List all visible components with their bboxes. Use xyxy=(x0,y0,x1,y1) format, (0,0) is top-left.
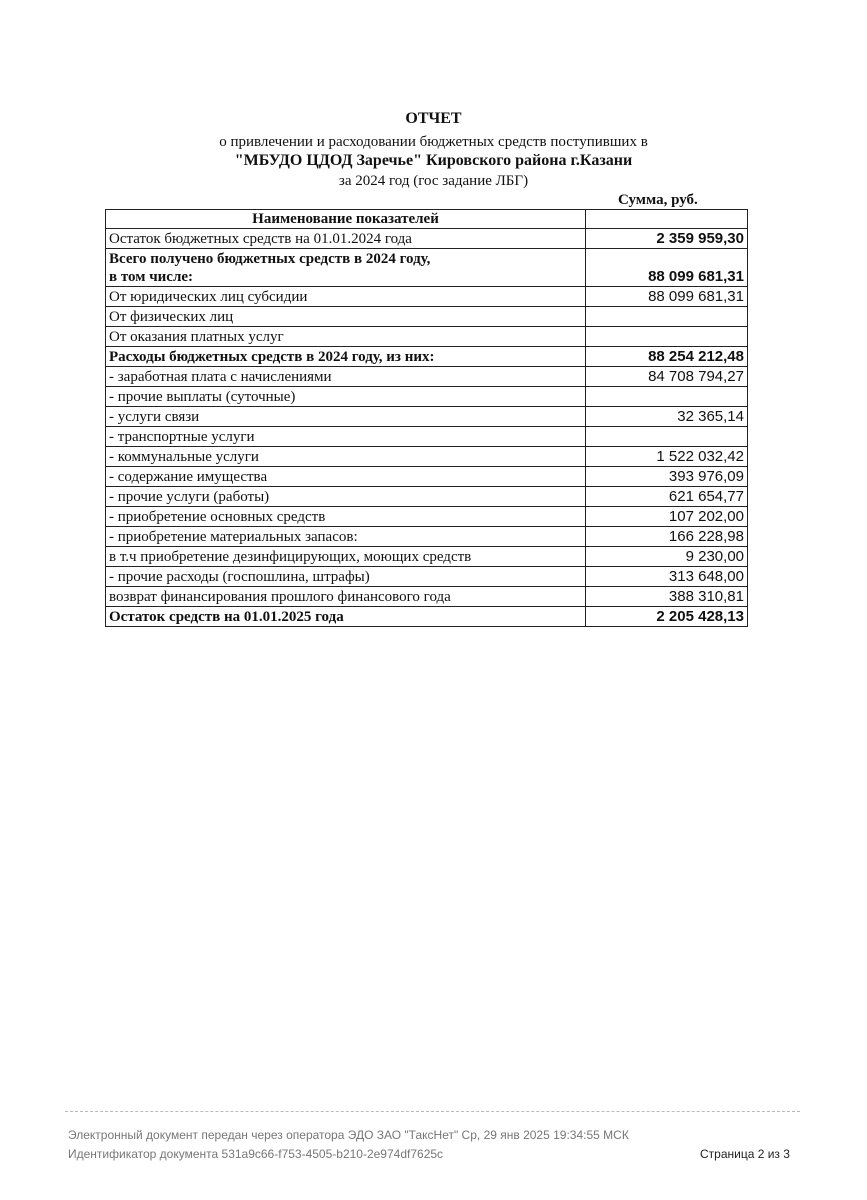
table-row xyxy=(106,249,748,287)
row-value xyxy=(586,327,748,347)
row-label-line1: Всего получено бюджетных средств в 2024 году, xyxy=(109,251,431,267)
row-value: 166 228,98 xyxy=(586,527,748,547)
row-value: 88 254 212,48 xyxy=(586,347,748,367)
table-row xyxy=(106,447,748,467)
table-row xyxy=(106,547,748,567)
table-row xyxy=(106,307,748,327)
row-label: - приобретение материальных запасов: xyxy=(106,527,586,547)
report-period: за 2024 год (гос задание ЛБГ) xyxy=(338,173,529,189)
row-label: - транспортные услуги xyxy=(106,427,586,447)
row-value: 84 708 794,27 xyxy=(586,367,748,387)
document-identifier: Идентификатор документа 531a9c66-f753-4505-b210-2e974df7625c xyxy=(68,1147,444,1161)
row-label-line2: в том числе: xyxy=(109,269,194,285)
row-value: 9 230,00 xyxy=(586,547,748,567)
table-row xyxy=(106,527,748,547)
row-value: 88 099 681,31 xyxy=(586,287,748,307)
table-row xyxy=(106,347,748,367)
row-label: - заработная плата с начислениями xyxy=(106,367,586,387)
row-label: - приобретение основных средств xyxy=(106,507,586,527)
row-label: Остаток средств на 01.01.2025 года xyxy=(106,607,586,627)
row-label: в т.ч приобретение дезинфицирующих, моющих средств xyxy=(106,547,586,567)
row-value: 2 359 959,30 xyxy=(586,229,748,249)
row-value: 393 976,09 xyxy=(586,467,748,487)
row-label: Остаток бюджетных средств на 01.01.2024 года xyxy=(106,229,586,249)
table-row xyxy=(106,287,748,307)
row-value: 313 648,00 xyxy=(586,567,748,587)
table-row xyxy=(106,507,748,527)
table-row xyxy=(106,487,748,507)
row-label: От юридических лиц субсидии xyxy=(106,287,586,307)
table-row xyxy=(106,387,748,407)
report-subtitle: о привлечении и расходовании бюджетных средств поступивших в xyxy=(219,134,648,150)
page-number: Страница 2 из 3 xyxy=(700,1147,790,1161)
table-row xyxy=(106,567,748,587)
row-label: - услуги связи xyxy=(106,407,586,427)
row-value: 32 365,14 xyxy=(586,407,748,427)
row-value: 88 099 681,31 xyxy=(586,249,748,287)
sum-column-header: Сумма, руб. xyxy=(618,192,698,208)
row-value: 1 522 032,42 xyxy=(586,447,748,467)
row-value xyxy=(586,427,748,447)
sum-column-header-cell xyxy=(586,210,748,229)
row-value: 621 654,77 xyxy=(586,487,748,507)
report-table xyxy=(105,209,748,627)
row-label: От оказания платных услуг xyxy=(106,327,586,347)
footer-divider xyxy=(65,1111,800,1112)
row-value xyxy=(586,307,748,327)
table-row xyxy=(106,587,748,607)
row-label: Расходы бюджетных средств в 2024 году, из них: xyxy=(106,347,586,367)
edo-transfer-note: Электронный документ передан через оператора ЭДО ЗАО "ТаксНет" Ср, 29 янв 2025 19:34:55 МСК xyxy=(68,1128,629,1142)
row-value: 2 205 428,13 xyxy=(586,607,748,627)
row-value: 107 202,00 xyxy=(586,507,748,527)
table-row xyxy=(106,607,748,627)
row-label: От физических лиц xyxy=(106,307,586,327)
table-row xyxy=(106,407,748,427)
row-label: - прочие расходы (госпошлина, штрафы) xyxy=(106,567,586,587)
organization-name: "МБУДО ЦДОД Заречье" Кировского района г.Казани xyxy=(234,152,633,169)
table-row xyxy=(106,367,748,387)
report-title: ОТЧЕТ xyxy=(405,110,462,127)
table-header-row xyxy=(106,210,748,229)
row-label: возврат финансирования прошлого финансового года xyxy=(106,587,586,607)
name-column-header: Наименование показателей xyxy=(106,210,586,229)
table-row xyxy=(106,427,748,447)
row-label xyxy=(106,249,586,287)
row-label: - прочие выплаты (суточные) xyxy=(106,387,586,407)
row-value xyxy=(586,387,748,407)
table-row xyxy=(106,327,748,347)
row-value: 388 310,81 xyxy=(586,587,748,607)
row-label: - коммунальные услуги xyxy=(106,447,586,467)
row-label: - прочие услуги (работы) xyxy=(106,487,586,507)
row-label: - содержание имущества xyxy=(106,467,586,487)
table-row xyxy=(106,229,748,249)
table-row xyxy=(106,467,748,487)
